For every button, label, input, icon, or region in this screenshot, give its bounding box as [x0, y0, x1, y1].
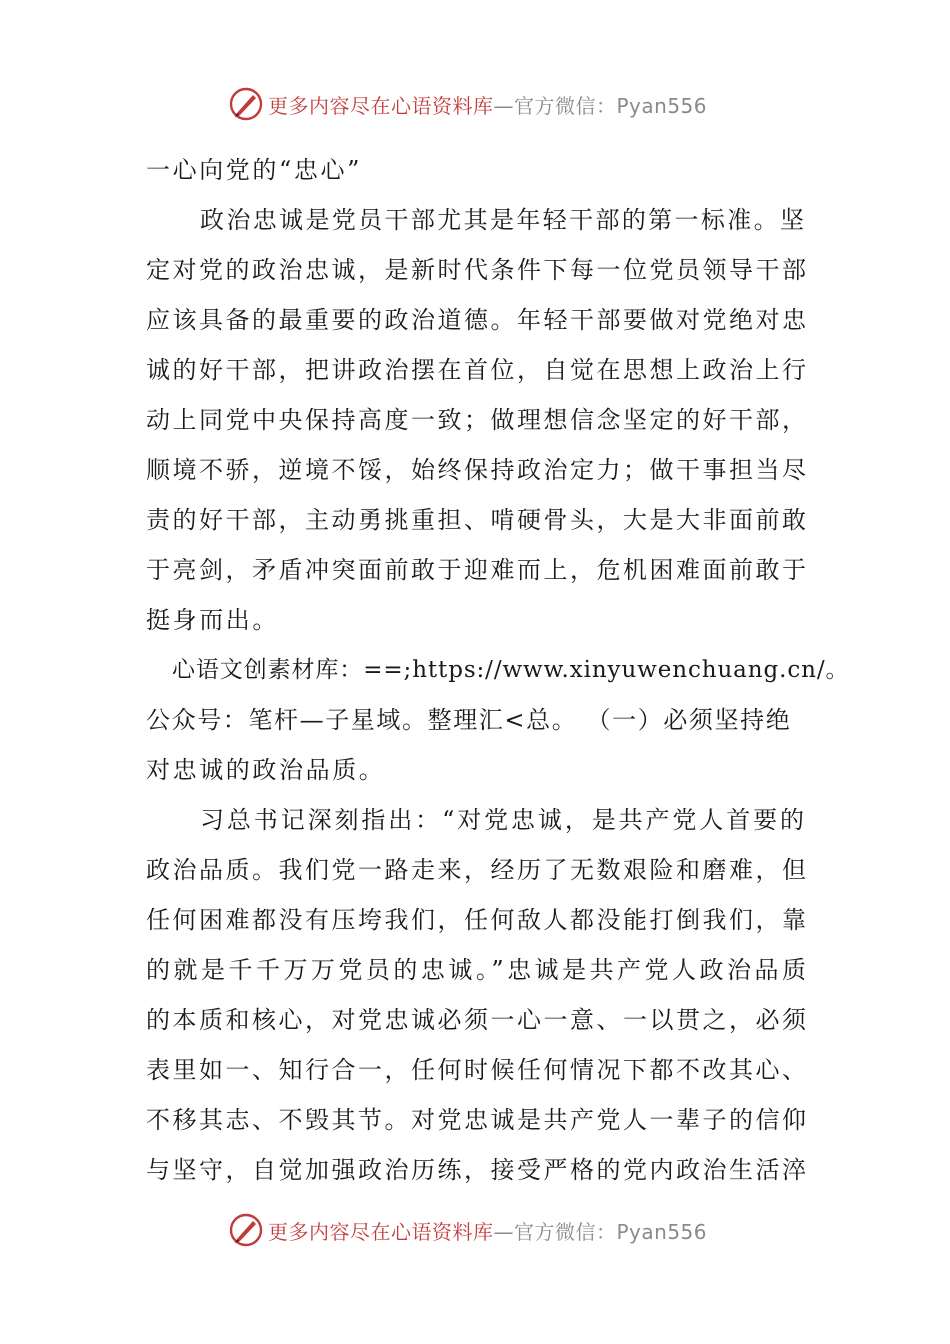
body-line: 应该具备的最重要的政治道德。年轻干部要做对党绝对忠 — [146, 306, 806, 334]
watermark-text: 更多内容尽在心语资料库—官方微信：Pyan556 — [268, 1219, 708, 1244]
body-line: 定对党的政治忠诚，是新时代条件下每一位党员领导干部 — [146, 256, 806, 284]
body-line: 顺境不骄，逆境不馁，始终保持政治定力；做干事担当尽 — [146, 456, 806, 484]
pen-circle-logo-icon — [228, 1212, 264, 1248]
body-line: 表里如一、知行合一，任何时候任何情况下都不改其心、 — [146, 1056, 806, 1084]
body-line: 政治忠诚是党员干部尤其是年轻干部的第一标准。坚 — [200, 206, 804, 234]
body-line: 不移其志、不毁其节。对党忠诚是共产党人一辈子的信仰 — [146, 1106, 806, 1134]
body-line: 心语文创素材库：==;https://www.xinyuwenchuang.cn/。 — [172, 657, 850, 683]
body-line: 于亮剑，矛盾冲突面前敢于迎难而上，危机困难面前敢于 — [146, 556, 806, 584]
body-line: 的本质和核心，对党忠诚必须一心一意、一以贯之，必须 — [146, 1006, 806, 1034]
body-line: 对忠诚的政治品质。 — [146, 756, 386, 784]
pen-circle-logo-icon — [228, 86, 264, 122]
body-line: 一心向党的“忠心” — [146, 156, 362, 184]
header-watermark — [228, 84, 748, 124]
body-line: 诚的好干部，把讲政治摆在首位，自觉在思想上政治上行 — [146, 356, 806, 384]
body-line: 动上同党中央保持高度一致；做理想信念坚定的好干部， — [146, 406, 806, 434]
body-line: 的就是千千万万党员的忠诚。”忠诚是共产党人政治品质 — [146, 956, 806, 984]
body-line: 习总书记深刻指出：“对党忠诚，是共产党人首要的 — [200, 806, 804, 834]
body-line: 与坚守，自觉加强政治历练，接受严格的党内政治生活淬 — [146, 1156, 806, 1184]
body-line: 公众号：笔杆—子星域。整理汇<总。 （一）必须坚持绝 — [146, 706, 792, 734]
watermark-text: 更多内容尽在心语资料库—官方微信：Pyan556 — [268, 93, 708, 118]
body-line: 政治品质。我们党一路走来，经历了无数艰险和磨难，但 — [146, 856, 806, 884]
body-line: 责的好干部，主动勇挑重担、啃硬骨头，大是大非面前敢 — [146, 506, 806, 534]
body-line: 挺身而出。 — [146, 606, 279, 634]
footer-watermark — [228, 1210, 748, 1250]
body-line: 任何困难都没有压垮我们，任何敌人都没能打倒我们，靠 — [146, 906, 806, 934]
